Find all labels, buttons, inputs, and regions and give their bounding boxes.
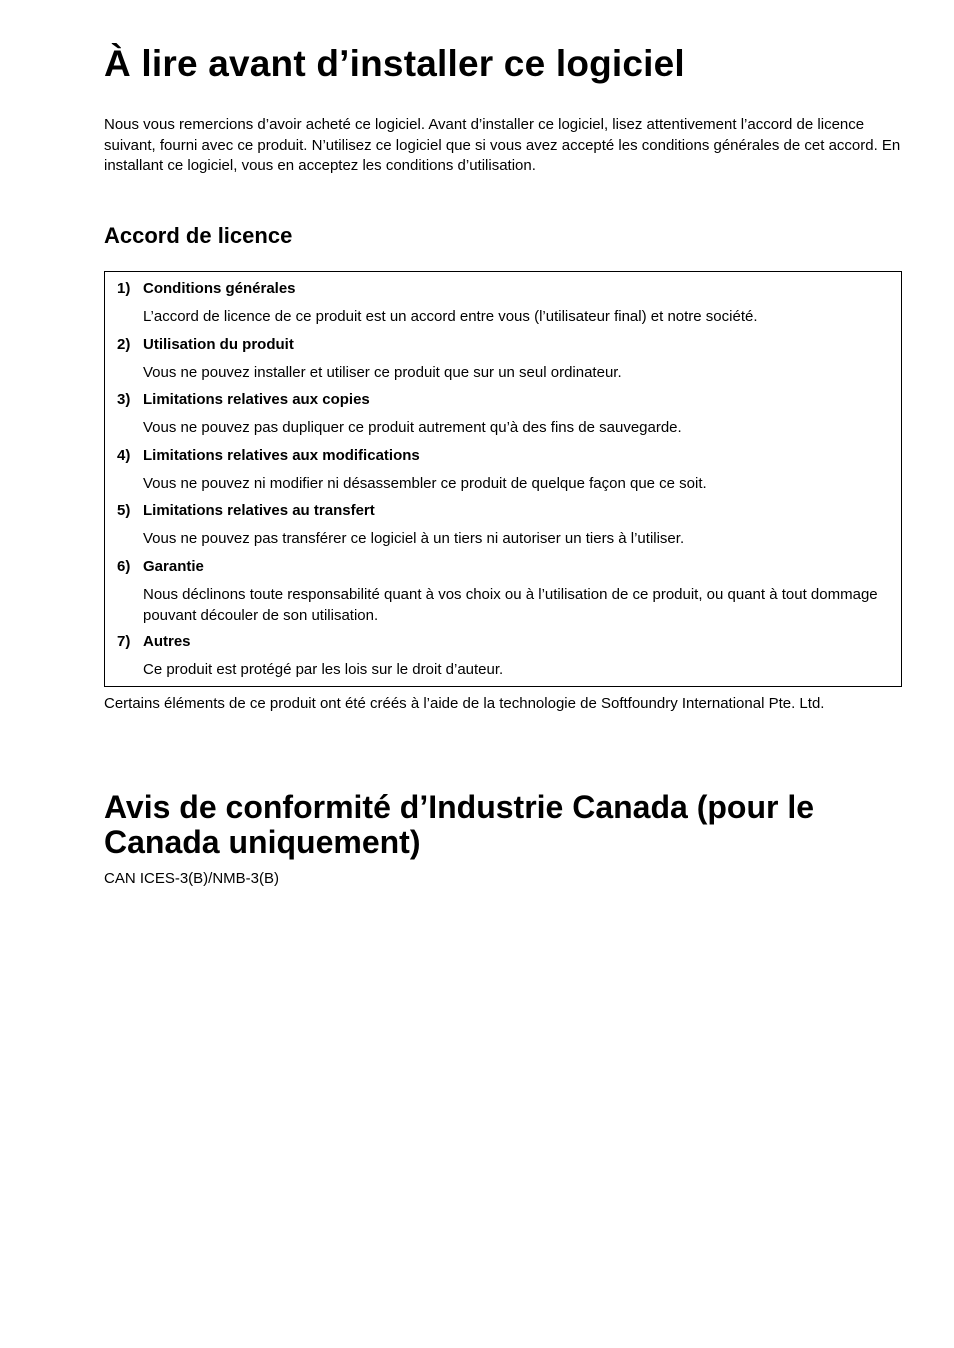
- license-item-number: 2): [117, 336, 131, 353]
- license-item-number: 7): [117, 633, 131, 650]
- license-item-title: Limitations relatives aux copies: [143, 391, 370, 408]
- license-item-title: Limitations relatives aux modifications: [143, 447, 420, 464]
- license-item-number: 5): [117, 502, 131, 519]
- license-item-text: Vous ne pouvez pas dupliquer ce produit autrement qu’à des fins de sauvegarde.: [143, 419, 682, 436]
- license-item-title: Utilisation du produit: [143, 336, 294, 353]
- license-item: [105, 279, 889, 328]
- license-item-text: Vous ne pouvez pas transférer ce logiciel à un tiers ni autoriser un tiers à l’utiliser.: [143, 530, 685, 547]
- license-item-title: Autres: [143, 633, 191, 650]
- license-item-title: Conditions générales: [143, 280, 296, 297]
- intro-paragraph: Nous vous remercions d’avoir acheté ce logiciel. Avant d’installer ce logiciel, lisez attentivement l’accord de licence suivant, fourni avec ce produit. N’utilisez ce logiciel que si vous avez accepté les conditions générales de cet accord. En installant ce logiciel, vous en acceptez les conditions d’utilisation.: [104, 116, 901, 174]
- license-item: [105, 632, 889, 681]
- license-item-title: Limitations relatives au transfert: [143, 502, 375, 519]
- canada-compliance-code: CAN ICES-3(B)/NMB-3(B): [104, 870, 280, 887]
- canada-notice-heading: Avis de conformité d’Industrie Canada (pour le Canada uniquement): [104, 789, 815, 860]
- license-item: [105, 390, 889, 439]
- license-item-number: 1): [117, 280, 131, 297]
- license-item-number: 6): [117, 558, 131, 575]
- license-item: [105, 501, 889, 550]
- softfoundry-credit: Certains éléments de ce produit ont été créés à l’aide de la technologie de Softfoundry International Pte. Ltd.: [104, 695, 825, 712]
- license-heading: Accord de licence: [104, 223, 293, 248]
- license-item-text: Vous ne pouvez ni modifier ni désassembler ce produit de quelque façon que ce soit.: [143, 475, 707, 492]
- license-item-title: Garantie: [143, 558, 204, 575]
- page-title: À lire avant d’installer ce logiciel: [104, 43, 685, 84]
- license-item-number: 3): [117, 391, 131, 408]
- license-item-number: 4): [117, 447, 131, 464]
- license-item-text: L’accord de licence de ce produit est un accord entre vous (l’utilisateur final) et notre société.: [143, 308, 758, 325]
- license-terms-box: [104, 271, 902, 687]
- license-item-text: Ce produit est protégé par les lois sur le droit d’auteur.: [143, 661, 504, 678]
- license-item: [105, 557, 889, 626]
- license-item-text: Nous déclinons toute responsabilité quant à vos choix ou à l’utilisation de ce produit, ou quant à tout dommage pouvant découler de son utilisation.: [143, 586, 878, 624]
- license-item: [105, 335, 889, 384]
- license-item: [105, 446, 889, 495]
- license-item-text: Vous ne pouvez installer et utiliser ce produit que sur un seul ordinateur.: [143, 364, 622, 381]
